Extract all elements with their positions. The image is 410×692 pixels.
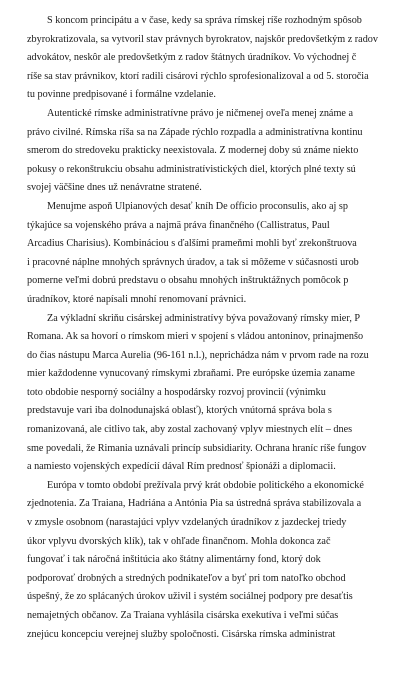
text-line: podporovať drobných a stredných podnikateľov a byť pri tom natoľko obchod — [27, 572, 346, 584]
text-line: pokusy o rekonštrukciu obsahu administratívistických diel, ktorých plné texty sú — [27, 163, 356, 175]
text-line: úradníkov, ktoré napísali mnohí renomovaní právnici. — [27, 293, 247, 305]
text-line: tu povinne predpisované i formálne vzdelanie. — [27, 89, 216, 101]
text-line: smerom do stredoveku prakticky neexistovala. Z modernej doby sú známe niekto — [27, 145, 359, 157]
text-line: Európa v tomto období prežívala prvý krát obdobie politického a ekonomické — [47, 479, 364, 491]
text-line: fungovať i tak náročná inštitúcia ako štátny alimentárny fond, ktorý dok — [27, 554, 321, 566]
text-line: Arcadius Charisius). Kombináciou s ďalšími prameňmi mohli byť zrekonštruova — [27, 238, 357, 250]
paragraph — [27, 477, 410, 644]
text-line: úkor vplyvu dvorských klík), tak v ohľade finančnom. Mohla dokonca zač — [27, 535, 331, 547]
text-line: úspešný, že zo splácaných úrokov uživil i systém sociálnej podpory pre desaťtis — [27, 591, 353, 603]
text-line: nemajetných občanov. Za Traiana vyhlásila cisárska exekutíva i veľmi súčas — [27, 610, 339, 621]
paragraph — [27, 198, 410, 310]
paragraph — [27, 105, 410, 198]
text-line: predstavuje vari iba dolnodunajská oblasť), ktorých vnútorná správa bola s — [27, 405, 332, 417]
text-line: a namiesto vojenských expedícií dával Rím prednosť špionáži a diplomacii. — [27, 461, 336, 473]
text-line: Autentické rímske administratívne právo je ničmenej oveľa menej známe a — [47, 107, 353, 119]
paragraph — [27, 310, 410, 477]
text-line: sme povedali, že Rimania uznávali princíp subsidiarity. Ochrana hraníc ríše fungov — [27, 442, 367, 454]
text-line: i pracovné náplne mnohých správnych úradov, a tak si môžeme v súčasnosti urob — [27, 256, 359, 268]
text-line: romanizovaná, ale citlivo tak, aby zostal zachovaný vplyv miestnych elít – dnes — [27, 424, 353, 436]
text-line: S koncom principátu a v čase, kedy sa správa rímskej ríše rozhodným spôsob — [47, 15, 362, 26]
text-line: advokátov, neskôr ale predovšetkým z radov štátnych úradníkov. Vo východnej č — [27, 52, 357, 64]
text-line: Za výkladní skriňu cisárskej administratívy býva považovaný rímsky mier, P — [47, 312, 361, 324]
text-line: pomerne veľmi dobrú predstavu o obsahu mnohých inštruktážnych pomôcok p — [27, 275, 349, 287]
text-line: znejúcu koncepciu verejnej služby spoločnosti. Cisárska rímska administrat — [27, 628, 336, 640]
text-line: ríše sa stav právnikov, ktorí radili cisárovi rýchlo sprofesionalizoval a od 5. storočia — [27, 70, 369, 82]
text-line: mier každodenne vynucovaný rímskymi zbraňami. Pre európske územia zaname — [27, 368, 355, 380]
text-line: v zmysle osobnom (narastajúci vplyv vzdelaných úradníkov z jazdeckej triedy — [27, 517, 347, 529]
text-line: toto obdobie nesporný sociálny a hospodársky rozvoj provincií (výnimku — [27, 386, 326, 398]
text-line: Romana. Ak sa hovorí o rímskom mieri v spojení s vládou antoninov, prinajmenšo — [27, 331, 364, 343]
text-line: svojej väčšine dnes už nenávratne stratené. — [27, 182, 202, 194]
text-line: zbyrokratizovala, sa vytvoril stav právnych byrokratov, najskôr predovšetkým z radov — [27, 33, 378, 45]
text-line: právo civilné. Rímska ríša sa na Západe rýchlo rozpadla a administratívna kontinu — [27, 126, 363, 138]
text-line: Menujme aspoň Ulpianových desať kníh De officio proconsulis, ako aj sp — [47, 200, 348, 212]
document-body — [27, 12, 410, 644]
text-line: do čias nástupu Marca Aurelia (96-161 n.l.), neprichádza nám v prvom rade na rozu — [27, 349, 369, 361]
paragraph — [27, 12, 410, 105]
text-line: týkajúce sa vojenského práva a najmä práva finančného (Callistratus, Paul — [27, 219, 330, 231]
text-line: zjednotenia. Za Traiana, Hadriána a Antónia Pia sa ústredná správa stabilizovala a — [27, 498, 362, 510]
